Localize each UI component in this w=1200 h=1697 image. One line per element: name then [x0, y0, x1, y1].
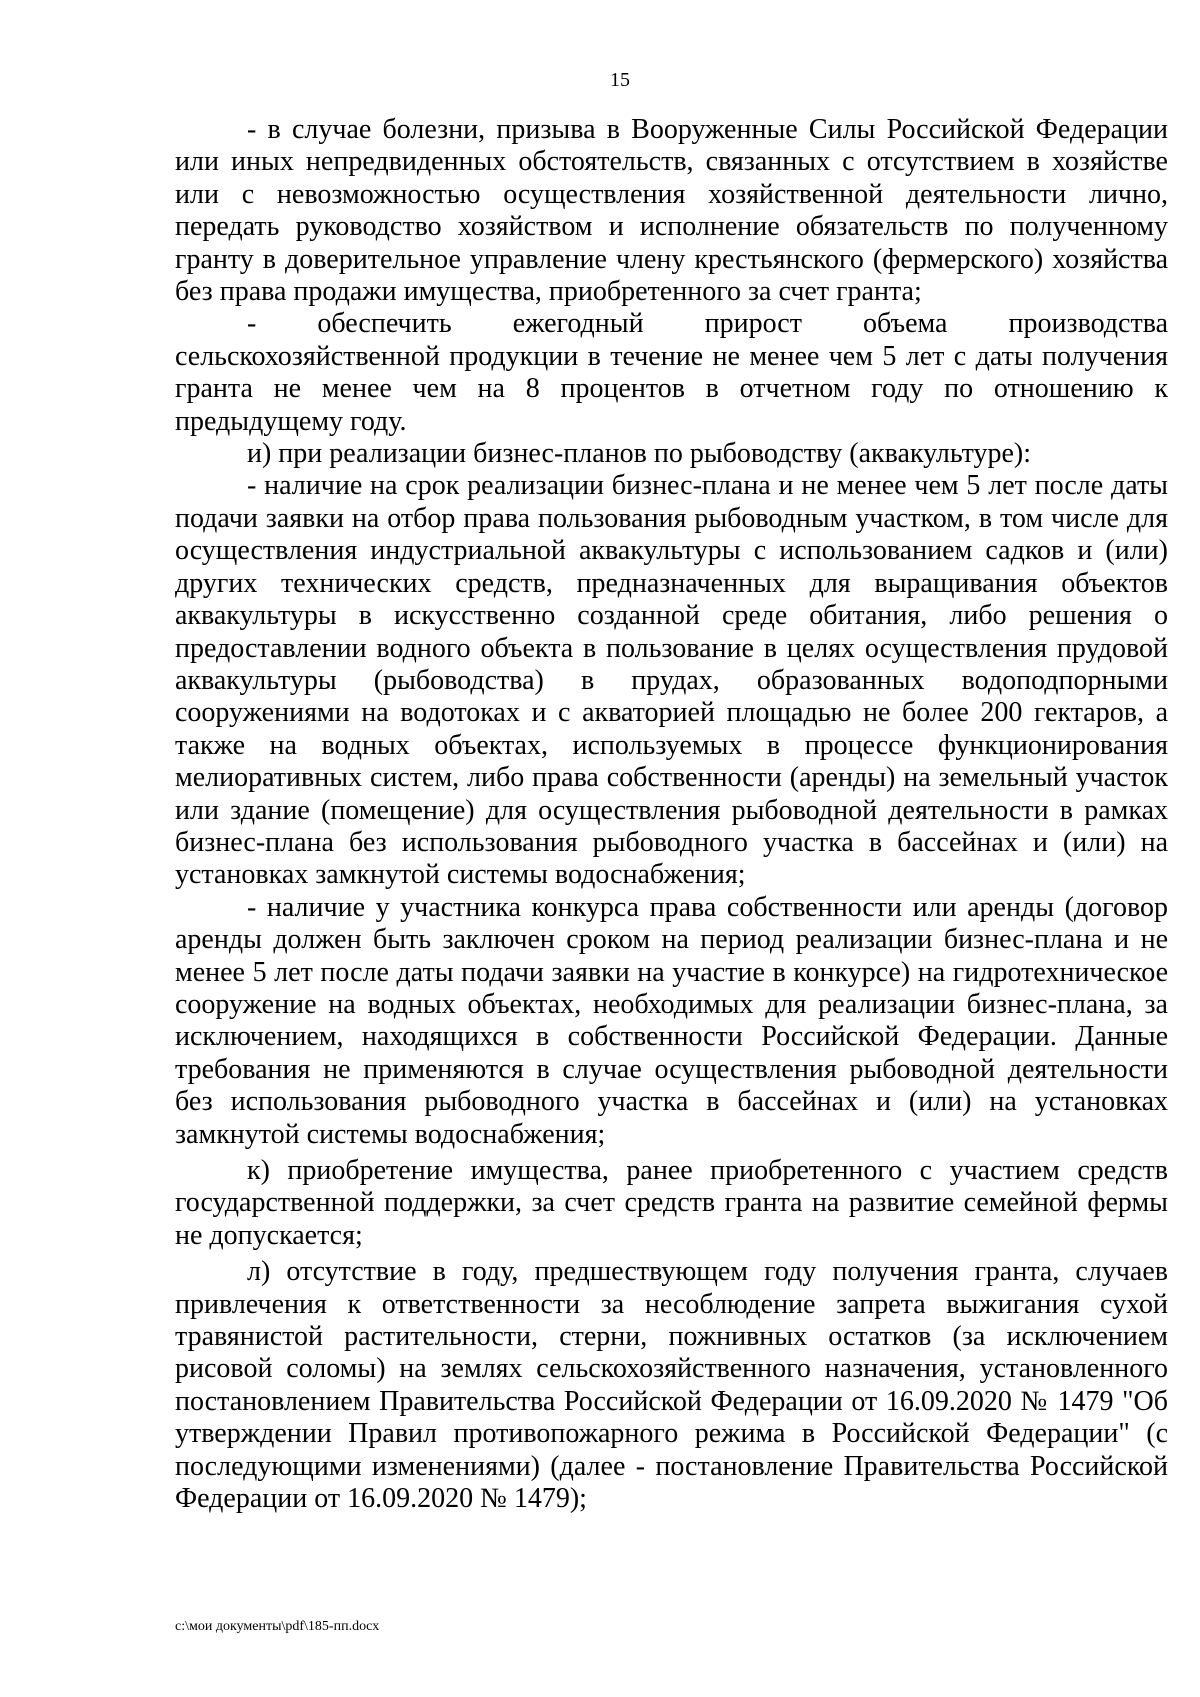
page-number: 15: [610, 69, 630, 91]
document-body: [175, 114, 1168, 1515]
paragraph-item-i-heading: и) при реализации бизнес-планов по рыбоводству (аквакультуре):: [247, 438, 1031, 470]
paragraph-item-l: л) отсутствие в году, предшествующем году получения гранта, случаев привлечения к ответственности за несоблюдение запрета выжигания сухой травянистой растительности, стерни, пожнивных остатков (за исключением рисовой соломы) на землях сельскохозяйственного назначения, установленного постановлением Правительства Российской Федерации от 16.09.2020 № 1479 "Об утверждении Правил противопожарного режима в Российской Федерации" (с последующими изменениями) (далее - постановление Правительства Российской Федерации от 16.09.2020 № 1479);: [175, 1256, 1168, 1515]
paragraph-item-k: к) приобретение имущества, ранее приобретенного с участием средств государственной поддержки, за счет средств гранта на развитие семейной фермы не допускается;: [175, 1155, 1168, 1251]
paragraph-hydrotechnical-facility: - наличие у участника конкурса права собственности или аренды (договор аренды должен быть заключен сроком на период реализации бизнес-плана и не менее 5 лет после даты подачи заявки на участие в конкурсе) на гидротехническое сооружение на водных объектах, необходимых для реализации бизнес-плана, за исключением, находящихся в собственности Российской Федерации. Данные требования не применяются в случае осуществления рыбоводной деятельности без использования рыбоводного участка в бассейнах и (или) на установках замкнутой системы водоснабжения;: [175, 891, 1168, 1150]
paragraph-fish-farming-site: - наличие на срок реализации бизнес-плана и не менее чем 5 лет после даты подачи заявки на отбор права пользования рыбоводным участком, в том числе для осуществления индустриальной аквакультуры с использованием садков и (или) других технических средств, предназначенных для выращивания объектов аквакультуры в искусственно созданной среде обитания, либо решения о предоставлении водного объекта в пользование в целях осуществления прудовой аквакультуры (рыбоводства) в прудах, образованных водоподпорными сооружениями на водотоках и с акваторией площадью не более 200 гектаров, а также на водных объектах, используемых в процессе функционирования мелиоративных систем, либо права собственности (аренды) на земельный участок или здание (помещение) для осуществления рыбоводной деятельности в рамках бизнес-плана без использования рыбоводного участка в бассейнах и (или) на установках замкнутой системы водоснабжения;: [175, 470, 1168, 891]
paragraph-illness-transfer: - в случае болезни, призыва в Вооруженные Силы Российской Федерации или иных непредвиденных обстоятельств, связанных с отсутствием в хозяйстве или с невозможностью осуществления хозяйственной деятельности лично, передать руководство хозяйством и исполнение обязательств по полученному гранту в доверительное управление члену крестьянского (фермерского) хозяйства без права продажи имущества, приобретенного за счет гранта;: [175, 114, 1168, 308]
footer-file-path: c:\мои документы\pdf\185-пп.docx: [175, 1619, 380, 1634]
paragraph-annual-growth: - обеспечить ежегодный прирост объема производства сельскохозяйственной продукции в течение не менее чем 5 лет с даты получения гранта не менее чем на 8 процентов в отчетном году по отношению к предыдущему году.: [175, 308, 1168, 437]
